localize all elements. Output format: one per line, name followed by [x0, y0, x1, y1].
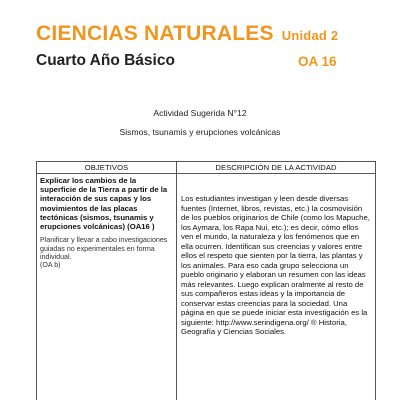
descripcion-text: Los estudiantes investigan y leen desde diversas fuentes (Internet, libros, revistas, etc.) la cosmovisión de los pueblos originarios de Chile (como los Mapuche, los Aymara, los Rapa Nui, etc.); es decir, cómo ellos ven el mundo, la naturaleza y los fenómenos que en ella ocurren. Identifican sus creencias y valores entre ellos el respeto que sienten por la tierra, las plantas y los animales. Para eso cada grupo selecciona un pueblo originario y elaboran un resumen con las ideas más relevantes. Luego explican oralmente al resto de sus compañeros estas ideas y la importancia de conservar estas creencias para la sociedad. Una página en que se puede iniciar esta investigación es la siguiente: http://www.serindigena.org/ ® Historia, Geografía y Ciencias Sociales.	[181, 194, 370, 336]
activity-label: Actividad Sugerida N°12	[153, 108, 247, 118]
objetivo-sub-text	[40, 236, 173, 270]
oa-code: OA 16	[298, 54, 337, 69]
subject-name: CIENCIAS NATURALES	[36, 22, 274, 45]
objetivo-sub-reference: (OA b)	[40, 261, 61, 270]
column-header-objetivos: OBJETIVOS	[37, 162, 177, 173]
unit-label: Unidad 2	[281, 28, 339, 43]
table-header	[37, 162, 375, 174]
grade-level: Cuarto Año Básico	[36, 52, 175, 69]
subject-title	[36, 22, 338, 46]
activity-table	[36, 161, 376, 400]
column-header-descripcion: DESCRIPCIÓN DE LA ACTIVIDAD	[215, 163, 337, 172]
activity-topic: Sismos, tsunamis y erupciones volcánicas	[119, 127, 281, 137]
table-row	[37, 174, 375, 400]
descripcion-cell	[177, 174, 375, 400]
objetivo-main-text: Explicar los cambios de la superficie de la Tierra a partir de la interacción de sus capas y los movimientos de las placas tectónicas (sismos, tsunamis y erupciones volcánicas) (OA16 )	[40, 176, 168, 232]
objetivo-sub-description: Planificar y llevar a cabo investigaciones guiadas no experimentales en forma individual.	[40, 236, 168, 262]
objetivos-cell	[37, 174, 177, 400]
